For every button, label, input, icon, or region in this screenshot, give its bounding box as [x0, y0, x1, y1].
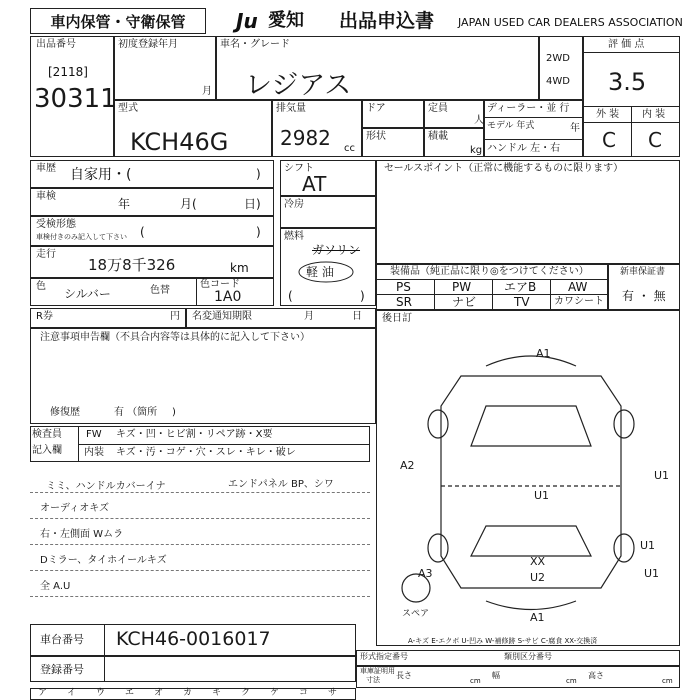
equip-navi: ナビ — [452, 295, 477, 309]
equip-pw: PW — [452, 280, 472, 294]
fuel-circle — [296, 260, 356, 284]
capacity-unit: 人 — [474, 115, 484, 126]
first-reg-month: 月 — [202, 86, 212, 97]
fuel-paren: ( — [288, 289, 293, 303]
receive-close: ) — [256, 225, 261, 239]
equip-seat: カワシート — [554, 296, 604, 307]
drive-4wd: 4WD — [546, 76, 570, 87]
grade-ext: C — [602, 128, 616, 152]
r-ticket-box — [30, 308, 186, 328]
lot-bracket: [2118] — [48, 65, 88, 79]
color-code-value: 1A0 — [214, 289, 242, 305]
inspection-day: 日) — [244, 197, 261, 211]
lot-number: 30311 — [34, 84, 117, 114]
lot-label: 出品番号 — [36, 39, 76, 50]
registration-label: 登録番号 — [40, 663, 84, 676]
shift-value: AT — [302, 172, 327, 196]
bottom-cell: イ — [67, 688, 77, 698]
displacement-value: 2982 — [280, 126, 331, 150]
history-close: ) — [256, 167, 261, 181]
color-value: シルバー — [64, 287, 111, 301]
dmg-label-xx: XX — [530, 555, 546, 568]
dims-length: 長さ — [396, 671, 412, 680]
history-label: 車歴 — [36, 163, 56, 174]
car-name-label: 車名・グレード — [220, 39, 290, 50]
warranty-value: 有 ・ 無 — [622, 289, 666, 303]
bottom-cell: カ — [183, 688, 193, 698]
mileage-label: 走行 — [36, 249, 56, 260]
bottom-cell: ア — [38, 688, 48, 698]
fuel-close: ) — [360, 289, 365, 303]
r-ticket-unit: 円 — [170, 311, 180, 322]
dealer-label: ディーラー・並 行 — [487, 103, 570, 114]
note-line-4: 右・左側面 Wムラ — [40, 529, 124, 540]
history-row — [30, 160, 274, 188]
first-reg-label: 初度登録年月 — [118, 39, 178, 50]
grade-label: 評 価 点 — [608, 39, 645, 50]
dmg-label-u1-bottom: U1 — [644, 567, 660, 580]
equip-sr: SR — [396, 295, 412, 309]
spare-label: スペア — [402, 609, 430, 619]
fuel-diesel: 軽 油 — [306, 265, 334, 279]
bottom-cell: ウ — [96, 688, 106, 698]
color-label: 色 — [36, 281, 46, 292]
notes-label: 注意事項申告欄（不具合内容等は具体的に記入して下さい） — [40, 332, 310, 343]
equip-ps: PS — [396, 280, 411, 294]
ju-logo: Ju — [236, 9, 258, 33]
grade-value: 3.5 — [608, 68, 647, 96]
load-unit: kg — [470, 145, 483, 156]
capacity-label: 定員 — [428, 103, 448, 114]
inspection-month: 月( — [180, 197, 197, 211]
bottom-cell: キ — [212, 688, 222, 698]
inspector-row2-items: キズ・汚・コゲ・穴・スレ・キレ・破レ — [116, 447, 296, 458]
bottom-cell: オ — [154, 688, 164, 698]
dims-unit-1: cm — [470, 677, 481, 685]
bottom-cell: サ — [328, 688, 338, 698]
repair-value: 有 （箇所 — [114, 407, 158, 418]
r-ticket-label: R券 — [36, 311, 53, 322]
note-line-6: 全 A.U — [40, 581, 71, 592]
equip-tv: TV — [514, 295, 530, 309]
grade-ext-label: 外 装 — [596, 109, 620, 120]
dims-unit-3: cm — [662, 677, 673, 685]
inspector-row2-head: 内装 — [84, 447, 104, 458]
mileage-value: 18万8千326 — [88, 256, 176, 274]
drive-box — [539, 36, 583, 100]
bottom-cell: ク — [241, 688, 251, 698]
history-value: 自家用・( — [70, 167, 132, 183]
bottom-cell: コ — [299, 688, 309, 698]
dmg-label-u2: U2 — [530, 571, 546, 584]
tax-notice-label: 名変通知期限 — [192, 311, 252, 322]
note-line-2: エンドパネル BP、シワ — [228, 479, 334, 490]
car-damage-diagram — [376, 326, 680, 626]
sales-point-box — [376, 160, 680, 264]
ac-label: 冷房 — [284, 199, 304, 210]
sales-point-label: セールスポイント（正常に機能するものに限ります） — [384, 163, 624, 174]
color-change: 色替 — [150, 285, 170, 296]
inspection-year: 年 — [118, 197, 131, 211]
shape-label: 形状 — [366, 131, 386, 142]
association-name: JAPAN USED CAR DEALERS ASSOCIATION — [458, 16, 683, 29]
damage-legend: A-キズ E-エクボ U-凹み W-補修跡 S-サビ C-腐食 XX-交換済 — [408, 637, 598, 645]
receive-label: 受検形態 — [36, 219, 76, 230]
dealer-year-unit: 年 — [570, 123, 580, 134]
cert-label: 形式指定番号 — [360, 652, 408, 661]
bottom-cell: ケ — [270, 688, 280, 698]
note-line-5: Dミラー、タイホイールキズ — [40, 555, 167, 566]
dims-sub: 寸法 — [366, 676, 380, 684]
chassis-value: KCH46-0016017 — [116, 628, 271, 650]
dmg-label-u1-center: U1 — [534, 489, 550, 502]
grade-int-label: 内 装 — [642, 109, 666, 120]
shift-label: シフト — [284, 163, 314, 174]
dims-unit-2: cm — [566, 677, 577, 685]
dealer-model-year: モデル 年式 — [487, 121, 535, 131]
note-line-1: ミミ、ハンドルカバーイナ — [46, 481, 166, 492]
equipment-label: 装備品（純正品に限り◎をつけてください） — [390, 266, 589, 277]
repair-close: ) — [172, 407, 176, 418]
dmg-label-u1-right: U1 — [654, 469, 670, 482]
repair-label: 修復歴 — [50, 407, 80, 418]
model-value: KCH46G — [130, 128, 229, 156]
model-label: 型式 — [118, 103, 138, 114]
fuel-label: 燃料 — [284, 231, 304, 242]
warranty-label: 新車保証書 — [620, 267, 666, 277]
load-label: 積載 — [428, 131, 448, 142]
tax-notice-month: 月 — [304, 311, 314, 322]
inspector-fill-label: 記入欄 — [32, 445, 62, 456]
inspector-row1-head: FW — [86, 429, 102, 440]
grade-int: C — [648, 128, 662, 152]
dmg-label-a2: A2 — [400, 459, 415, 472]
org-name: 愛知 — [268, 10, 304, 31]
handle-label: ハンドル 左・右 — [487, 143, 561, 154]
inspection-row — [30, 188, 274, 216]
note-line-3: オーディオキズ — [40, 503, 109, 514]
color-code-label: 色コード — [200, 279, 240, 290]
car-name-value: レジアス — [245, 70, 352, 101]
dmg-label-a1-top: A1 — [536, 347, 551, 360]
receive-note: 車検付きのみ記入して下さい — [36, 233, 127, 241]
rear-label: 後日訂 — [382, 313, 412, 324]
dims-height: 高さ — [588, 671, 604, 680]
drive-2wd: 2WD — [546, 53, 570, 64]
dmg-label-u1-lower: U1 — [640, 539, 656, 552]
dmg-label-a1-bottom: A1 — [530, 611, 545, 624]
inspector-row1-items: キズ・凹・ヒビ割・リペア跡・X要 — [116, 429, 273, 440]
receive-paren: ( — [140, 225, 145, 239]
dims-label: 車庫証明用 — [360, 667, 395, 675]
equip-airbag: エアB — [504, 280, 537, 294]
bottom-cell: エ — [125, 688, 135, 698]
chassis-label: 車台番号 — [40, 633, 84, 646]
inspector-label: 検査員 — [32, 429, 62, 440]
displacement-unit: cc — [344, 143, 355, 154]
dmg-label-a3: A3 — [418, 567, 433, 580]
equip-aw: AW — [568, 280, 588, 294]
tax-notice-day: 日 — [352, 311, 362, 322]
fuel-gas: ガソリン — [312, 243, 361, 257]
displacement-label: 排気量 — [276, 103, 306, 114]
inspection-label: 車検 — [36, 191, 56, 202]
dims-width: 幅 — [492, 671, 500, 680]
cert-cat-label: 類別区分番号 — [504, 652, 552, 661]
door-label: ドア — [366, 103, 386, 114]
mileage-unit: km — [230, 261, 249, 275]
form-title: 出品申込書 — [339, 10, 435, 32]
storage-tab: 車内保管・守衛保管 — [30, 8, 206, 34]
